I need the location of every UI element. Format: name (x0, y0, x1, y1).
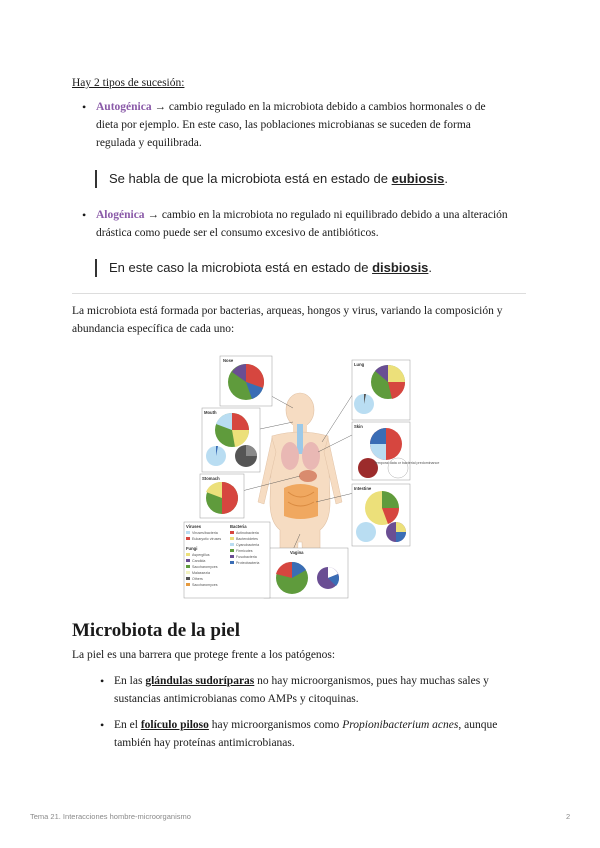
legend-title: Bacteria (230, 524, 247, 529)
term-disbiosis: disbiosis (372, 260, 429, 275)
para-line: La microbiota está formada por bacterias, arqueas, hongos y virus, variando la composición y (72, 305, 503, 317)
legend-title: Fungi (186, 546, 198, 551)
legend-item: Eukaryotic viruses (192, 537, 222, 541)
legend-item: Saccharomyces (192, 583, 218, 587)
skin-list (98, 672, 538, 752)
term-eubiosis: eubiosis (391, 171, 445, 186)
legend-item: Aspergillus (192, 553, 210, 557)
para-line: abundancia específica de cada uno: (72, 323, 235, 335)
item-text: no hay microorganismos, pues hay muchas sales y (257, 675, 489, 687)
region-intestine: Intestine (354, 486, 372, 491)
item-text: , aunque (458, 719, 498, 731)
legend-item: Others (192, 577, 203, 581)
region-lung: Lung (354, 362, 365, 367)
legend-item: Malassezia (192, 571, 210, 575)
item-text: también hay proteínas antimicrobianas. (114, 737, 295, 749)
succession-list-2 (80, 206, 540, 242)
quote-eubiosis (95, 170, 448, 188)
item-text: regulada y equilibrada. (96, 137, 202, 149)
species-name: Propionibacterium acnes (342, 719, 459, 731)
legend-item: Fusobacteria (236, 555, 257, 559)
legend-item: Cyanobacteria (236, 543, 260, 547)
legend-item: Actinobacteria (236, 531, 259, 535)
divider (72, 293, 526, 294)
page-number: 2 (566, 812, 571, 821)
item-text: drástica como puede ser el consumo excesivo de antibióticos. (96, 227, 379, 239)
legend-title: Viruses (186, 524, 202, 529)
list-item-alogenica (80, 206, 540, 242)
quote-punct: . (428, 260, 433, 275)
list-item-foliculo (98, 716, 538, 752)
microbiota-body-figure (180, 352, 440, 602)
term-alogenica: Alogénica (96, 209, 145, 221)
intro-text: Hay 2 tipos de sucesión: (72, 77, 185, 89)
item-text: En el (114, 719, 138, 731)
region-stomach: Stomach (202, 476, 220, 481)
quote-text: Se habla de que la microbiota está en estado de (109, 171, 388, 186)
item-text: cambio en la microbiota no regulado ni equilibrado debido a una alteración (161, 209, 508, 221)
term-glandulas: glándulas sudoríparas (145, 675, 255, 687)
arrow: → (154, 101, 166, 113)
section-title: Microbiota de la piel (72, 620, 240, 641)
region-vagina: Vagina (290, 550, 304, 555)
item-text: sustancias antimicrobianas como AMPs y citoquinas. (114, 693, 359, 705)
term-foliculo: folículo piloso (140, 719, 209, 731)
region-nose: Nose (223, 358, 234, 363)
succession-list-1 (80, 98, 540, 152)
legend-item: Bacteroidetes (236, 537, 258, 541)
arrow: → (147, 209, 159, 221)
list-item-autogenica (80, 98, 540, 152)
item-text: dieta por ejemplo. En este caso, las poblaciones microbianas se suceden de forma (96, 119, 471, 131)
legend-item: Firmicutes (236, 549, 253, 553)
term-autogenica: Autogénica (96, 101, 152, 113)
legend-item: Saccharomyces (192, 565, 218, 569)
quote-disbiosis (95, 259, 432, 277)
quote-punct: . (444, 171, 448, 186)
legend-item: Proteobacteria (236, 561, 260, 565)
legend-item: Viruses/bacteria (192, 531, 218, 535)
skin-paragraph: La piel es una barrera que protege frente a los patógenos: (72, 649, 336, 661)
quote-text: En este caso la microbiota está en estado de (109, 260, 369, 275)
list-item-glandulas (98, 672, 538, 708)
region-skin: Skin (354, 424, 363, 429)
item-text: En las (114, 675, 143, 687)
microbiota-paragraph (72, 302, 542, 338)
legend-item: Candida (192, 559, 206, 563)
footer-title: Tema 21. Interacciones hombre-microorganismo (30, 812, 191, 821)
figure-note: Temporal data or bacterial predominance (374, 461, 440, 465)
region-mouth: Mouth (204, 410, 217, 415)
item-text: hay microorganismos como (211, 719, 340, 731)
item-text: cambio regulado en la microbiota debido a cambios hormonales o de (168, 101, 486, 113)
